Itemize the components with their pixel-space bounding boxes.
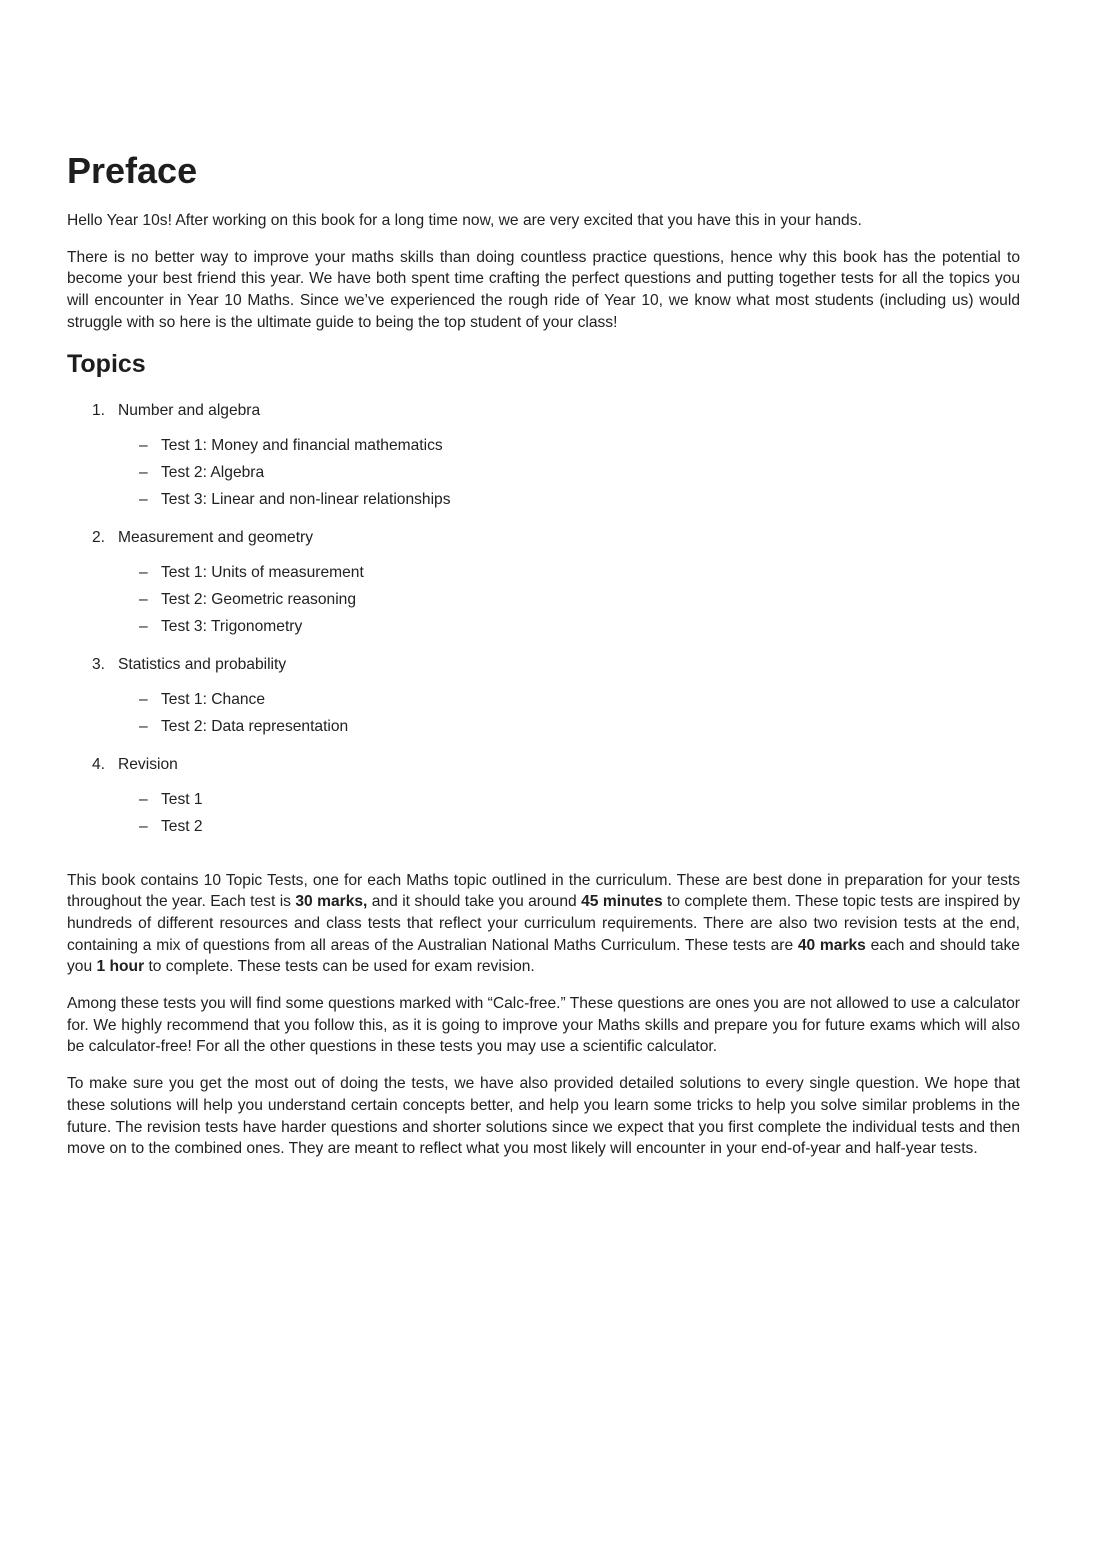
test-item bbox=[67, 589, 1020, 611]
topic-tests bbox=[67, 789, 1020, 838]
topic-number: 4. bbox=[92, 755, 106, 773]
topic-head bbox=[67, 400, 1020, 422]
topic-number: 1. bbox=[92, 401, 106, 419]
test-item bbox=[67, 689, 1020, 711]
test-item bbox=[67, 816, 1020, 838]
test-label: Test 3: Trigonometry bbox=[161, 617, 303, 635]
topic-tests bbox=[67, 689, 1020, 738]
page-title: Preface bbox=[67, 150, 198, 191]
paragraph-solutions: To make sure you get the most out of doing the tests, we have also provided detailed solutions to every single question. We hope that these solutions will help you understand certain concepts better, and help you learn some tricks to help you solve similar problems in the future. The revision tests have harder questions and shorter solutions since we expect that you first complete the individual tests and then move on to the combined ones. They are meant to reflect what you most likely will encounter in your end-of-year and half-year tests. bbox=[67, 1075, 1020, 1158]
paragraph-calc-free: Among these tests you will find some questions marked with “Calc-free.” These questions are ones you are not allowed to use a calculator for. We highly recommend that you follow this, as it is going to improve your Maths skills and prepare you for future exams which will also be calculator-free! For all the other questions in these tests you may use a scientific calculator. bbox=[67, 995, 1020, 1056]
test-label: Test 1: Units of measurement bbox=[161, 563, 364, 581]
topics-list bbox=[67, 400, 1020, 838]
test-item bbox=[67, 562, 1020, 584]
dash-marker: – bbox=[139, 690, 148, 708]
test-label: Test 2 bbox=[161, 817, 203, 835]
test-item bbox=[67, 616, 1020, 638]
dash-marker: – bbox=[139, 790, 148, 808]
dash-marker: – bbox=[139, 617, 148, 635]
dash-marker: – bbox=[139, 463, 148, 481]
paragraph-tests-overview: This book contains 10 Topic Tests, one for each Maths topic outlined in the curriculum. These are best done in preparation for your tests throughout the year. Each test is 30 marks, and it should take you around 45 minutes to complete them. These topic tests are inspired by hundreds of different resources and class tests that reflect your curriculum requirements. There are also two revision tests at the end, containing a mix of questions from all areas of the Australian National Maths Curriculum. These tests are 40 marks each and should take you 1 hour to complete. These tests can be used for exam revision. bbox=[67, 871, 1020, 976]
topic-label: Revision bbox=[118, 755, 178, 773]
test-label: Test 1 bbox=[161, 790, 203, 808]
test-item bbox=[67, 462, 1020, 484]
test-label: Test 2: Data representation bbox=[161, 717, 349, 735]
dash-marker: – bbox=[139, 717, 148, 735]
topic-item-statistics-and-probability bbox=[67, 654, 1020, 738]
test-item bbox=[67, 489, 1020, 511]
topic-number: 2. bbox=[92, 528, 106, 546]
topics-heading: Topics bbox=[67, 349, 146, 378]
topic-item-measurement-and-geometry bbox=[67, 527, 1020, 638]
topic-head bbox=[67, 754, 1020, 776]
test-item bbox=[67, 716, 1020, 738]
topic-tests bbox=[67, 562, 1020, 638]
topic-head bbox=[67, 654, 1020, 676]
paragraph-about: There is no better way to improve your maths skills than doing countless practice questions, hence why this book has the potential to become your best friend this year. We have both spent time crafting the perfect questions and putting together tests for all the topics you will encounter in Year 10 Maths. Since we’ve experienced the rough ride of Year 10, we know what most students (including us) would struggle with so here is the ultimate guide to being the top student of your class! bbox=[67, 248, 1020, 331]
topic-item-number-and-algebra bbox=[67, 400, 1020, 511]
test-item bbox=[67, 435, 1020, 457]
dash-marker: – bbox=[139, 563, 148, 581]
test-item bbox=[67, 789, 1020, 811]
dash-marker: – bbox=[139, 490, 148, 508]
topic-tests bbox=[67, 435, 1020, 511]
test-label: Test 1: Chance bbox=[161, 690, 266, 708]
dash-marker: – bbox=[139, 590, 148, 608]
topic-number: 3. bbox=[92, 655, 106, 673]
topic-label: Measurement and geometry bbox=[118, 528, 314, 546]
test-label: Test 2: Geometric reasoning bbox=[161, 590, 357, 608]
topic-head bbox=[67, 527, 1020, 549]
dash-marker: – bbox=[139, 436, 148, 454]
dash-marker: – bbox=[139, 817, 148, 835]
topic-item-revision bbox=[67, 754, 1020, 838]
test-label: Test 1: Money and financial mathematics bbox=[161, 436, 443, 454]
test-label: Test 3: Linear and non-linear relationships bbox=[161, 490, 451, 508]
test-label: Test 2: Algebra bbox=[161, 463, 265, 481]
topic-label: Number and algebra bbox=[118, 401, 261, 419]
paragraph-intro: Hello Year 10s! After working on this book for a long time now, we are very excited that you have this in your hands. bbox=[67, 212, 862, 229]
topic-label: Statistics and probability bbox=[118, 655, 287, 673]
